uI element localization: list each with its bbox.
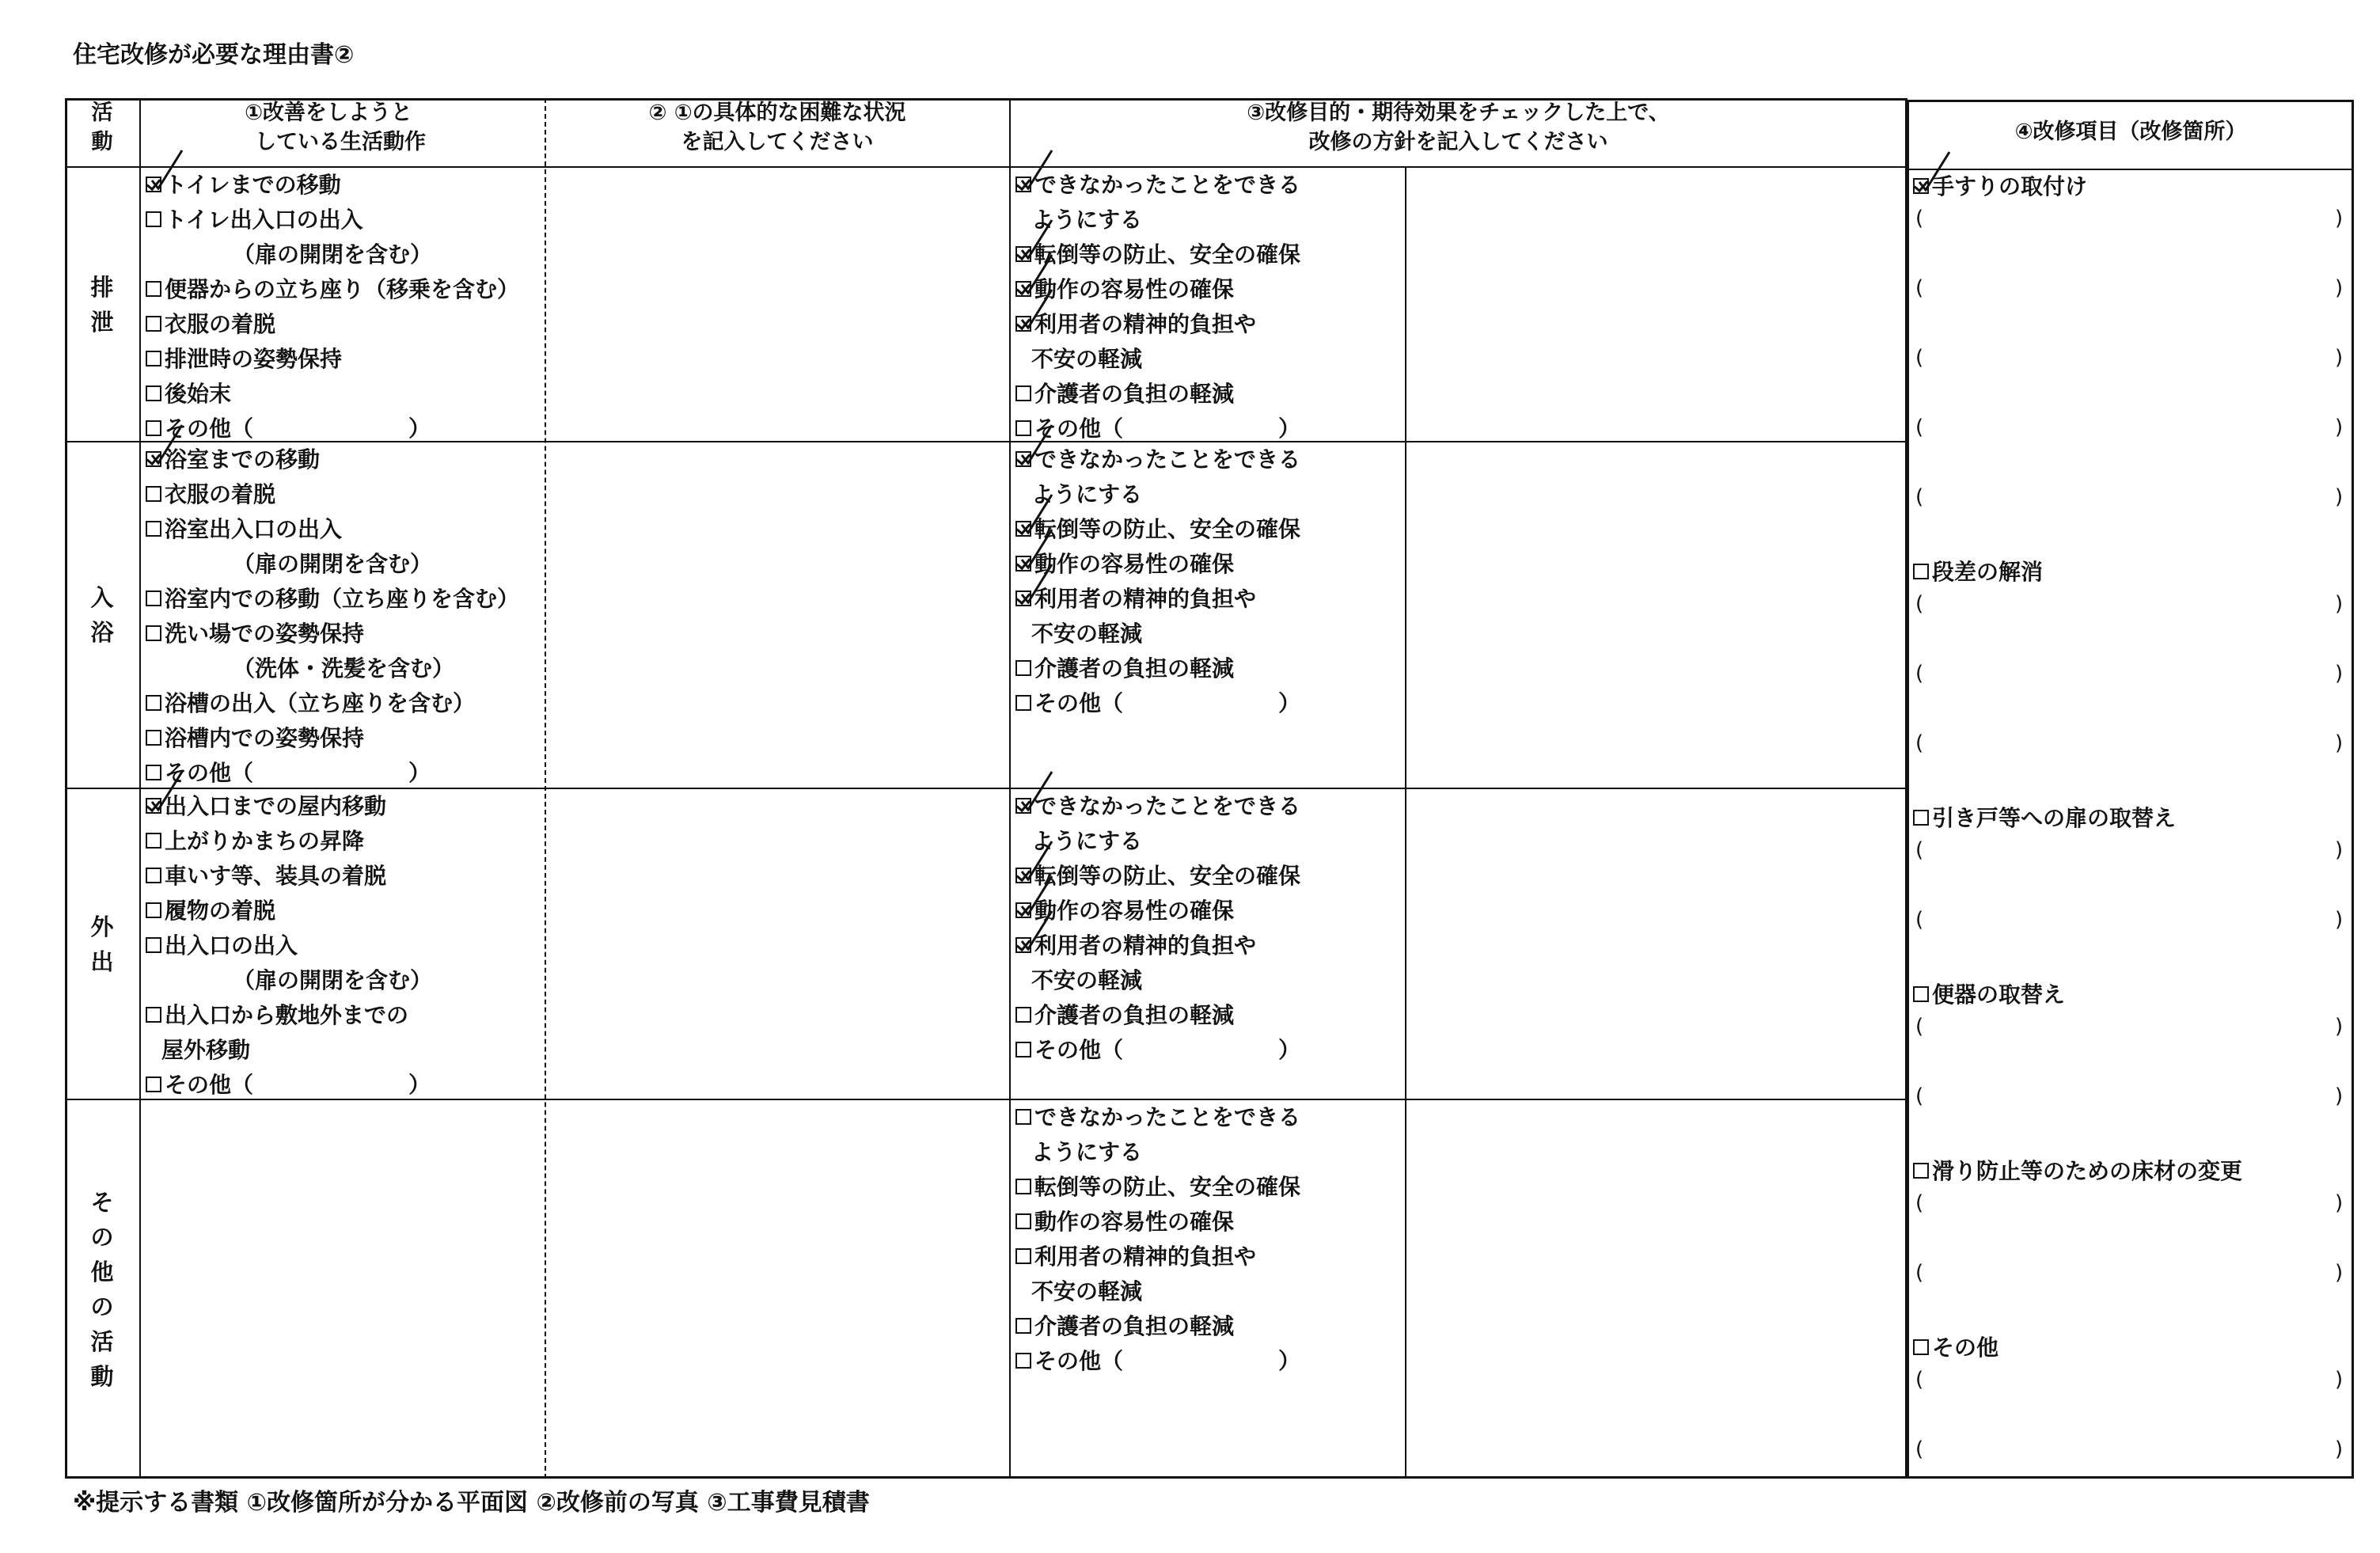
- action-item-label: 浴室までの移動: [165, 446, 321, 473]
- checkbox[interactable]: [146, 833, 161, 849]
- checkbox[interactable]: [146, 902, 161, 918]
- detail-open-paren: (: [1915, 485, 1924, 509]
- category-label-char: 浴: [90, 619, 114, 646]
- action-item[interactable]: [146, 477, 275, 512]
- purpose-item[interactable]: [1015, 512, 1300, 547]
- action-item[interactable]: [146, 789, 386, 824]
- purpose-item: [1031, 342, 1142, 377]
- action-item-label: 後始末: [165, 381, 232, 407]
- action-item-text: （扉の開閉を含む）: [233, 967, 433, 993]
- purpose-item: [1031, 477, 1142, 512]
- action-item-label: その他（ ）: [165, 760, 431, 786]
- purpose-item[interactable]: [1015, 998, 1234, 1033]
- detail-close-paren: ): [2335, 207, 2344, 230]
- purpose-item-text: 不安の軽減: [1031, 1278, 1143, 1304]
- action-item-label: 衣服の着脱: [165, 311, 276, 337]
- checkbox[interactable]: [146, 351, 161, 366]
- checkbox[interactable]: [1015, 246, 1031, 262]
- header-divider: [65, 166, 1907, 168]
- checkbox[interactable]: [1913, 986, 1929, 1002]
- detail-close-paren: ): [2335, 1368, 2344, 1392]
- checkbox[interactable]: [1015, 798, 1031, 814]
- action-item[interactable]: [146, 928, 298, 963]
- purpose-item-text: 不安の軽減: [1031, 621, 1143, 647]
- detail-close-paren: ): [2335, 592, 2344, 616]
- checkbox[interactable]: [146, 281, 161, 297]
- renovation-item-label: 便器の取替え: [1932, 982, 2066, 1008]
- action-item[interactable]: [146, 168, 341, 203]
- renovation-item[interactable]: [1913, 1154, 2242, 1189]
- action-item[interactable]: [146, 342, 342, 377]
- purpose-item-label: 転倒等の防止、安全の確保: [1034, 863, 1301, 889]
- header-col2: ② ①の具体的な困難な状況 を記入してください: [648, 101, 906, 154]
- purpose-item[interactable]: [1015, 1170, 1300, 1205]
- detail-close-paren: ): [2335, 662, 2344, 685]
- renovation-item[interactable]: [1913, 555, 2043, 590]
- action-item[interactable]: [146, 412, 431, 446]
- purpose-item-label: 利用者の精神的負担や: [1034, 586, 1257, 612]
- detail-open-paren: (: [1915, 1437, 1924, 1461]
- detail-open-paren: (: [1915, 276, 1924, 300]
- action-item-label: 浴槽の出入（立ち座りを含む）: [165, 690, 476, 716]
- renovation-table-frame: [1907, 100, 2354, 1479]
- checkbox[interactable]: [146, 730, 161, 746]
- checkbox[interactable]: [146, 521, 161, 537]
- checkbox[interactable]: [1015, 556, 1031, 571]
- checkbox[interactable]: [1015, 902, 1031, 918]
- purpose-item-label: 転倒等の防止、安全の確保: [1034, 241, 1301, 268]
- checkbox[interactable]: [1015, 660, 1031, 676]
- purpose-item[interactable]: [1015, 412, 1300, 446]
- header-col3: ③改修目的・期待効果をチェックした上で、 改修の方針を記入してください: [1247, 101, 1670, 154]
- action-item-label: 車いす等、装具の着脱: [165, 863, 387, 889]
- detail-close-paren: ): [2335, 1084, 2344, 1108]
- detail-open-paren: (: [1915, 207, 1924, 230]
- detail-open-paren: (: [1915, 838, 1924, 862]
- category-label-char: 泄: [90, 308, 114, 336]
- renovation-item[interactable]: [1913, 1331, 1999, 1365]
- purpose-item-label: 介護者の負担の軽減: [1034, 655, 1235, 682]
- checkbox[interactable]: [1913, 1339, 1929, 1355]
- checkbox[interactable]: [1015, 590, 1031, 606]
- header-col4: ④改修項目（改修箇所）: [2014, 120, 2247, 144]
- checkbox[interactable]: [1015, 1318, 1031, 1334]
- checkbox[interactable]: [1015, 451, 1031, 467]
- purpose-item-label: その他（ ）: [1034, 1037, 1301, 1063]
- action-item-label: 履物の着脱: [165, 898, 276, 924]
- purpose-item-label: できなかったことをできる: [1034, 172, 1301, 198]
- action-item[interactable]: [146, 203, 363, 237]
- action-item: [233, 963, 432, 998]
- action-item-text: （洗体・洗髪を含む）: [233, 655, 455, 682]
- purpose-item-text: 不安の軽減: [1031, 967, 1143, 993]
- purpose-item-label: その他（ ）: [1034, 416, 1301, 442]
- action-item-label: その他（ ）: [165, 416, 431, 442]
- purpose-item[interactable]: [1015, 1033, 1300, 1068]
- action-item-label: 衣服の着脱: [165, 481, 276, 507]
- checkbox[interactable]: [146, 695, 161, 711]
- action-item-label: 浴槽内での姿勢保持: [165, 725, 365, 751]
- checkbox[interactable]: [146, 211, 161, 227]
- category-label-char: 動: [90, 1363, 114, 1390]
- purpose-item: [1031, 1274, 1142, 1309]
- action-item[interactable]: [146, 442, 320, 477]
- checkbox[interactable]: [1015, 420, 1031, 436]
- purpose-item-label: できなかったことをできる: [1034, 1104, 1301, 1130]
- action-item[interactable]: [146, 272, 519, 307]
- purpose-item[interactable]: [1015, 1100, 1300, 1135]
- renovation-item-label: 引き戸等への扉の取替え: [1932, 805, 2177, 831]
- purpose-item-text: ようにする: [1031, 207, 1143, 233]
- purpose-item[interactable]: [1015, 1344, 1300, 1379]
- detail-close-paren: ): [2335, 485, 2344, 509]
- checkbox[interactable]: [1015, 521, 1031, 537]
- purpose-item-text: ようにする: [1031, 481, 1143, 507]
- category-label-char: 活: [90, 1328, 114, 1355]
- purpose-item[interactable]: [1015, 1240, 1256, 1274]
- checkbox[interactable]: [146, 765, 161, 780]
- purpose-item[interactable]: [1015, 651, 1234, 686]
- checkbox[interactable]: [146, 798, 161, 814]
- purpose-item-label: その他（ ）: [1034, 1348, 1301, 1374]
- checkbox[interactable]: [1015, 1213, 1031, 1229]
- checkbox[interactable]: [1015, 868, 1031, 883]
- purpose-item[interactable]: [1015, 1309, 1234, 1344]
- renovation-item-label: その他: [1932, 1335, 1999, 1361]
- purpose-item: [1031, 1135, 1142, 1170]
- purpose-item-text: ようにする: [1031, 1139, 1143, 1165]
- purpose-item-label: できなかったことをできる: [1034, 446, 1301, 473]
- detail-close-paren: ): [2335, 1437, 2344, 1461]
- purpose-item[interactable]: [1015, 547, 1234, 582]
- header-col1: ①改善をしようと している生活動作: [245, 101, 426, 154]
- purpose-item[interactable]: [1015, 1205, 1234, 1240]
- category-label-char: 外: [90, 913, 114, 940]
- action-item[interactable]: [146, 377, 231, 412]
- checkbox[interactable]: [146, 868, 161, 883]
- action-item-label: 上がりかまちの昇降: [165, 828, 365, 854]
- purpose-item[interactable]: [1015, 168, 1300, 203]
- purpose-item: [1031, 824, 1142, 859]
- col-divider-policy: [1405, 166, 1406, 1479]
- action-item: [233, 651, 454, 686]
- checkbox[interactable]: [146, 420, 161, 436]
- detail-open-paren: (: [1915, 731, 1924, 755]
- page-title: 住宅改修が必要な理由書②: [73, 41, 355, 69]
- purpose-item: [1031, 203, 1142, 237]
- detail-open-paren: (: [1915, 908, 1924, 932]
- detail-close-paren: ): [2335, 908, 2344, 932]
- action-item-label: 洗い場での姿勢保持: [165, 621, 365, 647]
- purpose-item: [1031, 963, 1142, 998]
- checkbox[interactable]: [1015, 177, 1031, 192]
- checkbox[interactable]: [1913, 1163, 1929, 1179]
- action-item[interactable]: [146, 756, 431, 791]
- action-item-label: トイレ出入口の出入: [165, 207, 363, 233]
- purpose-item-label: 介護者の負担の軽減: [1034, 381, 1235, 407]
- checkbox[interactable]: [1015, 1042, 1031, 1057]
- checkbox[interactable]: [146, 1007, 161, 1023]
- purpose-item-text: 不安の軽減: [1031, 346, 1143, 372]
- detail-open-paren: (: [1915, 416, 1924, 439]
- detail-close-paren: ): [2335, 1191, 2344, 1215]
- checkbox[interactable]: [146, 1076, 161, 1092]
- purpose-item-label: 利用者の精神的負担や: [1034, 1244, 1257, 1270]
- purpose-item: [1031, 617, 1142, 651]
- purpose-item[interactable]: [1015, 582, 1256, 617]
- action-item-label: トイレまでの移動: [165, 172, 341, 198]
- action-item-text: （扉の開閉を含む）: [233, 551, 433, 577]
- checkbox[interactable]: [1913, 810, 1929, 826]
- purpose-item-label: 転倒等の防止、安全の確保: [1034, 1174, 1301, 1200]
- purpose-item[interactable]: [1015, 789, 1300, 824]
- action-item-text: （扉の開閉を含む）: [233, 241, 433, 268]
- detail-close-paren: ): [2335, 276, 2344, 300]
- checkbox[interactable]: [1913, 564, 1929, 579]
- checkbox[interactable]: [146, 316, 161, 332]
- action-item-label: 浴室内での移動（立ち座りを含む）: [165, 586, 520, 612]
- purpose-item[interactable]: [1015, 442, 1300, 477]
- action-item-label: 排泄時の姿勢保持: [165, 346, 343, 372]
- action-item[interactable]: [146, 824, 364, 859]
- checkbox[interactable]: [1015, 1007, 1031, 1023]
- purpose-item[interactable]: [1015, 377, 1234, 412]
- action-item[interactable]: [146, 686, 475, 721]
- renovation-item-label: 段差の解消: [1932, 559, 2044, 585]
- purpose-item-label: 動作の容易性の確保: [1034, 551, 1235, 577]
- category-label-char: そ: [90, 1189, 114, 1216]
- header-activity: 活 動: [91, 101, 113, 154]
- category-label-char: の: [90, 1293, 114, 1320]
- purpose-item-label: 介護者の負担の軽減: [1034, 1002, 1235, 1028]
- purpose-item-label: 介護者の負担の軽減: [1034, 1313, 1235, 1339]
- checkbox[interactable]: [146, 385, 161, 401]
- action-item: [233, 237, 432, 272]
- checkbox[interactable]: [146, 486, 161, 502]
- purpose-item[interactable]: [1015, 859, 1300, 894]
- checkbox[interactable]: [1015, 385, 1031, 401]
- footer-note: ※提示する書類 ①改修箇所が分かる平面図 ②改修前の写真 ③工事費見積書: [73, 1489, 870, 1517]
- detail-close-paren: ): [2335, 838, 2344, 862]
- detail-close-paren: ): [2335, 1261, 2344, 1285]
- purpose-item-label: 動作の容易性の確保: [1034, 898, 1235, 924]
- action-item-label: 出入口の出入: [165, 932, 298, 959]
- renovation-item[interactable]: [1913, 801, 2176, 836]
- purpose-item[interactable]: [1015, 237, 1300, 272]
- detail-open-paren: (: [1915, 662, 1924, 685]
- purpose-item-label: 利用者の精神的負担や: [1034, 311, 1257, 337]
- detail-open-paren: (: [1915, 1084, 1924, 1108]
- purpose-item[interactable]: [1015, 307, 1256, 342]
- purpose-item[interactable]: [1015, 928, 1256, 963]
- renovation-item[interactable]: [1913, 978, 2065, 1012]
- checkbox[interactable]: [1015, 695, 1031, 711]
- category-label-char: 出: [90, 947, 114, 975]
- renovation-item[interactable]: [1913, 169, 2087, 204]
- detail-open-paren: (: [1915, 592, 1924, 616]
- checkbox[interactable]: [1015, 1109, 1031, 1125]
- action-item-label: 出入口から敷地外までの: [165, 1002, 409, 1028]
- purpose-item-label: できなかったことをできる: [1034, 793, 1301, 819]
- action-item: [233, 547, 432, 582]
- checkbox[interactable]: [1015, 316, 1031, 332]
- checkbox[interactable]: [1015, 1248, 1031, 1264]
- renovation-item-label: 手すりの取付け: [1932, 173, 2088, 199]
- purpose-item[interactable]: [1015, 686, 1300, 721]
- checkbox[interactable]: [1015, 281, 1031, 297]
- action-item[interactable]: [146, 512, 342, 547]
- action-item-label: 出入口までの屋内移動: [165, 793, 387, 819]
- checkbox[interactable]: [146, 937, 161, 953]
- detail-open-paren: (: [1915, 1368, 1924, 1392]
- detail-close-paren: ): [2335, 416, 2344, 439]
- checkbox[interactable]: [1913, 178, 1929, 194]
- detail-close-paren: ): [2335, 731, 2344, 755]
- checkbox[interactable]: [146, 625, 161, 641]
- purpose-item-label: 動作の容易性の確保: [1034, 276, 1235, 302]
- checkbox[interactable]: [146, 590, 161, 606]
- purpose-item[interactable]: [1015, 894, 1234, 928]
- action-item-label: 便器からの立ち座り（移乗を含む）: [165, 276, 520, 302]
- purpose-item-label: 転倒等の防止、安全の確保: [1034, 516, 1301, 542]
- action-item: [161, 1033, 250, 1068]
- category-label-char: の: [90, 1224, 114, 1251]
- checkbox[interactable]: [1015, 1179, 1031, 1194]
- action-item[interactable]: [146, 307, 275, 342]
- action-item[interactable]: [146, 582, 519, 617]
- action-item[interactable]: [146, 1068, 431, 1103]
- action-item[interactable]: [146, 721, 364, 756]
- detail-open-paren: (: [1915, 346, 1924, 370]
- checkbox[interactable]: [146, 451, 161, 467]
- detail-open-paren: (: [1915, 1261, 1924, 1285]
- purpose-item-label: 利用者の精神的負担や: [1034, 932, 1257, 959]
- category-label-char: 排: [90, 273, 114, 301]
- action-item[interactable]: [146, 998, 408, 1033]
- action-item[interactable]: [146, 617, 364, 651]
- category-label-char: 入: [90, 584, 114, 611]
- detail-close-paren: ): [2335, 1015, 2344, 1038]
- checkbox[interactable]: [1015, 1353, 1031, 1369]
- purpose-item-text: ようにする: [1031, 828, 1143, 854]
- detail-open-paren: (: [1915, 1191, 1924, 1215]
- action-item-label: 浴室出入口の出入: [165, 516, 343, 542]
- action-item-text: 屋外移動: [161, 1037, 251, 1063]
- detail-close-paren: ): [2335, 346, 2344, 370]
- category-label-char: 他: [90, 1259, 114, 1285]
- detail-open-paren: (: [1915, 1015, 1924, 1038]
- checkbox[interactable]: [146, 177, 161, 192]
- renovation-item-label: 滑り防止等のための床材の変更: [1932, 1158, 2243, 1184]
- purpose-item-label: 動作の容易性の確保: [1034, 1209, 1235, 1235]
- purpose-item[interactable]: [1015, 272, 1234, 307]
- action-item[interactable]: [146, 859, 386, 894]
- purpose-item-label: その他（ ）: [1034, 690, 1301, 716]
- checkbox[interactable]: [1015, 937, 1031, 953]
- action-item-label: その他（ ）: [165, 1072, 431, 1098]
- action-item[interactable]: [146, 894, 275, 928]
